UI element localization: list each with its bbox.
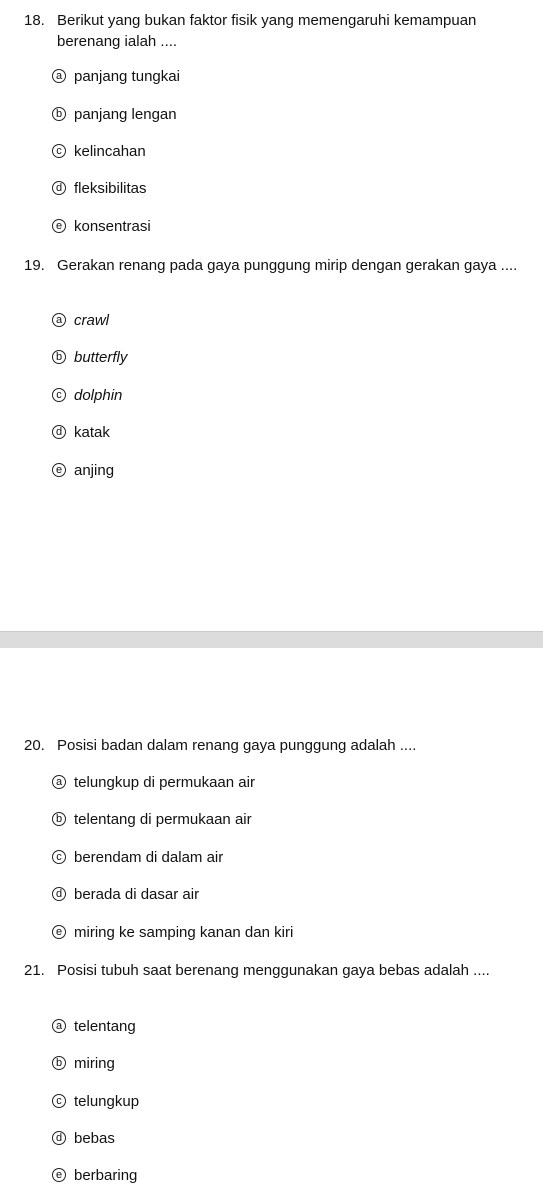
q21-option-e[interactable]: [52, 1165, 137, 1185]
q18-option-e[interactable]: [52, 216, 151, 236]
option-text: anjing: [74, 461, 115, 479]
q21-option-d[interactable]: [52, 1128, 115, 1148]
option-text: kelincahan: [74, 142, 146, 160]
option-text: telungkup: [74, 1092, 140, 1110]
question-text: Gerakan renang pada gaya punggung mirip dengan gerakan gaya ....: [57, 257, 518, 274]
option-letter-badge: b: [52, 350, 66, 364]
q19-option-a[interactable]: [52, 310, 109, 330]
page-bottom: [0, 648, 543, 1193]
option-letter-badge: b: [52, 107, 66, 121]
q18-option-c[interactable]: [52, 141, 146, 161]
option-text: butterfly: [74, 348, 128, 366]
option-letter-badge: a: [52, 1019, 66, 1033]
question-18: [24, 10, 524, 52]
option-text: berendam di dalam air: [74, 848, 224, 866]
option-letter-badge: e: [52, 925, 66, 939]
option-letter-badge: e: [52, 463, 66, 477]
option-text: berada di dasar air: [74, 885, 200, 903]
question-21: [24, 960, 524, 981]
q19-option-c[interactable]: [52, 385, 122, 405]
option-text: crawl: [74, 311, 110, 329]
question-text: Berikut yang bukan faktor fisik yang memengaruhi kemampuan berenang ialah ....: [57, 12, 477, 50]
q21-option-c[interactable]: [52, 1091, 139, 1111]
question-number: 19.: [24, 257, 45, 274]
option-text: katak: [74, 423, 110, 441]
question-number: 20.: [24, 737, 45, 754]
option-letter-badge: d: [52, 181, 66, 195]
q20-option-a[interactable]: [52, 772, 255, 792]
option-text: panjang lengan: [74, 105, 177, 123]
option-letter-badge: b: [52, 812, 66, 826]
option-letter-badge: d: [52, 887, 66, 901]
option-text: telentang: [74, 1017, 136, 1035]
option-letter-badge: e: [52, 1168, 66, 1182]
option-letter-badge: a: [52, 313, 66, 327]
q21-option-b[interactable]: [52, 1053, 115, 1073]
option-letter-badge: a: [52, 69, 66, 83]
question-text: Posisi tubuh saat berenang menggunakan gaya bebas adalah ....: [57, 962, 490, 979]
q21-option-a[interactable]: [52, 1016, 136, 1036]
option-text: panjang tungkai: [74, 67, 180, 85]
question-number: 18.: [24, 12, 45, 29]
q18-option-d[interactable]: [52, 178, 147, 198]
q19-option-b[interactable]: [52, 347, 127, 367]
option-text: konsentrasi: [74, 217, 151, 235]
q18-option-b[interactable]: [52, 104, 177, 124]
question-text: Posisi badan dalam renang gaya punggung adalah ....: [57, 737, 417, 754]
option-text: dolphin: [74, 386, 123, 404]
q20-option-d[interactable]: [52, 884, 199, 904]
question-20: [24, 735, 524, 756]
option-text: berbaring: [74, 1166, 138, 1184]
option-letter-badge: c: [52, 144, 66, 158]
q19-option-e[interactable]: [52, 460, 114, 480]
option-text: miring: [74, 1054, 115, 1072]
q20-option-c[interactable]: [52, 847, 223, 867]
q18-option-a[interactable]: [52, 66, 180, 86]
question-19: [24, 255, 524, 276]
option-letter-badge: e: [52, 219, 66, 233]
option-text: miring ke samping kanan dan kiri: [74, 923, 294, 941]
option-letter-badge: d: [52, 425, 66, 439]
option-letter-badge: b: [52, 1056, 66, 1070]
question-number: 21.: [24, 962, 45, 979]
q20-option-e[interactable]: [52, 922, 293, 942]
option-letter-badge: a: [52, 775, 66, 789]
q19-option-d[interactable]: [52, 422, 110, 442]
option-letter-badge: c: [52, 1094, 66, 1108]
option-text: fleksibilitas: [74, 179, 147, 197]
option-text: telentang di permukaan air: [74, 810, 252, 828]
option-letter-badge: d: [52, 1131, 66, 1145]
option-letter-badge: c: [52, 388, 66, 402]
q20-option-b[interactable]: [52, 809, 252, 829]
option-letter-badge: c: [52, 850, 66, 864]
page-separator: [0, 631, 543, 648]
option-text: telungkup di permukaan air: [74, 773, 255, 791]
option-text: bebas: [74, 1129, 115, 1147]
